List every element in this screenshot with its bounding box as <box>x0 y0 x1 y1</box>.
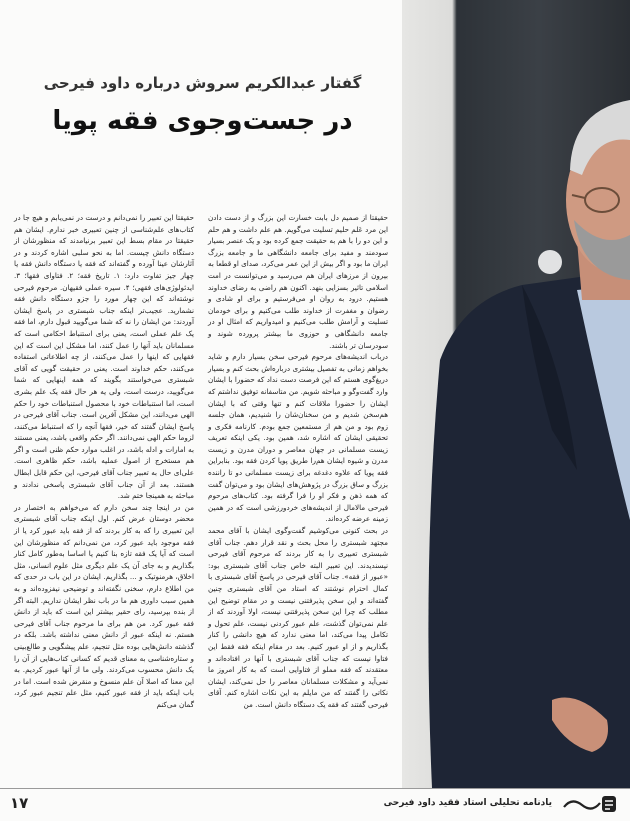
publication-logo-icon <box>562 793 618 815</box>
paragraph: در بحث کنونی می‌کوشیم گفت‌وگوی ایشان با آقای محمد مجتهد شبستری را محل بحث و نقد قرار دهم. جناب آقای شبستری تعبیری را به کار بردند که مرحوم آقای فیرحی نپسندیدند. این تعبیر البته خاص جناب آقای شبستری بود: «عبور از فقه». جناب آقای فیرحی در پاسخ آقای شبستری با کمال احترام نوشتند که استاد من آقای شبستری چنین گفته‌اند و این سخن پذیرفتنی نیست و در مقام توضیح این مطلب که چرا این سخن پذیرفتنی نیست، اولا آوردند که از علم نمی‌توان گذشت، علم عبور کردنی نیست، علم تحول و تکامل پیدا می‌کند، اما معنی ندارد که هیچ دانشی را کنار بگذاریم و از او عبور کنیم. بعد در مقام اینکه فقه فقط این فتاوا نیست که جناب آقای شبستری با آنها در افتاده‌اند و معتقدند که فقه مملو از فتاوایی است که به کار امروز ما نمی‌آید و مشکلات مسلمانان معاصر را حل نمی‌کند، ایشان نکاتی را گفتند که من مایلم به این نکات اشاره کنم. آقای فیرحی گفتند که فقه یک دستگاه دانش است. من <box>208 526 388 709</box>
paragraph: حقیقتا این تعبیر را نمی‌دانم و درست در نمی‌یابم و هیچ جا در کتاب‌های علم‌شناسی از چنین تعبیری خبر ندارم. ایشان هم حقیقتا در مقام بسط این تعبیر برنیامدند که منظورشان از دستگاه دانش چیست. اما به نحو سلبی اشاره کردند و در آثارشان عینا آورده و گفته‌اند که فقه یا دستگاه دانش فقه یا چهار جیز تفاوت دارد: ۱. تاریخ فقه؛ ۲. فتاوای فقها؛ ۳. ایدئولوژی‌های فقهی؛ ۴. سیره عملی فقیهان. مرحوم فیرحی نوشته‌اند که این چهار مورد را جزو دستگاه دانش فقه نشمارید. عجیب‌تر اینکه جناب شبستری در پاسخ ایشان آوردند: من ایشان را نه که شما می‌گویید قبول دارم، اما فقه یک علم عملی است، یعنی برای استنباط احکامی است که مسلمانان باید آنها را عمل کنند، اما مشکل این است که این فقهایی که اینها را عمل می‌کنند، از چه اطلاعاتی استفاده می‌کنند، حکم خداوند است. یعنی در حقیقت گویی که آقای شبستری می‌خواستند بگویند که همه اینهایی که شما می‌گویید، درست است، ولی یه هر حال فقه یک علم بشری است، اما استنباطات خود با محصول استنباطات خود را حکم الهی می‌دانند، این مشکل آفرین است. جناب آقای فیرحی در پاسخ ایشان گفتند که خیر، فقها آنچه را که استنباط می‌کنند، لزوما حکم الهی نمی‌دانند. اگر حکم واقعی باشد، یعنی مستند به امارات و ادله باشد، در اغلب موارد حکم ظنی است و اگر هم مستخرج از اصول عملیه باشد، حکم ظاهری است. علی‌ای حال به تعبیر جناب آقای فیرحی، این حکم قابل ابطال هستند. بعد از آن جناب آقای شبستری پاسخی ندادند و مباحثه به همینجا ختم شد. <box>14 213 194 501</box>
paragraph: من در اینجا چند سخن دارم که می‌خواهم به اختصار در محضر دوستان عرض کنم. اول اینکه جناب آقای شبستری این تعبیری را که به کار بردند که از فقه باید عبور کرد یا از فقه موجود باید عبور کرد، من نمی‌دانم که منظورشان این است که آیا یک فقه تازه بنا کنیم یا اساسا به‌طور کامل کنار بگذاریم و به جای آن یک علم دیگری مثل علوم انسانی، مثل اخلاق، هرمنوتیک و ... بگذاریم. ایشان در این باب در حدی که من اطلاع دارم، سخنی نگفته‌اند و توضیحی نیفزوده‌اند و به همین سبب داوری هم ما در باب نظر ایشان نداریم. البته اگر از بنده بپرسید، رای حقیر بیشتر این است که باید از دانش فقه عبور کرد. من هم برای ما مرحوم جناب آقای فیرحی هستم. نه اینکه عبور از دانش معنی نداشته باشد. بلکه در گذشته دانش‌هایی بوده مثل تنجیم، علم پیشگویی و طالع‌بینی و ستاره‌شناسی به معنای قدیم که کسانی کتاب‌هایی از آن را یک دانش محسوب می‌کردند. ولی ما از آنها عبور کردیم. به این معنا که اصلا آن علم منسوخ و منقرض شده است. اما در باب اینکه باید از فقه عبور کنیم، مثل علم تنجیم عبور کرد، گمان می‌کنم <box>14 502 194 709</box>
article-subtitle: گفتار عبدالکریم سروش درباره داود فیرحی <box>43 74 362 92</box>
portrait-figure <box>402 0 630 788</box>
page-number: ۱۷ <box>10 794 29 812</box>
text-column-right <box>208 212 388 711</box>
portrait-photo <box>402 0 630 788</box>
article-titles <box>10 70 395 136</box>
footer-caption: یادنامه تحلیلی استاد فقید داود فیرحی <box>383 798 552 808</box>
paragraph: حقیقتا از صمیم دل بابت خسارت این بزرگ و از دست دادن این مرد عَلم حلیم تسلیت می‌گویم. هم علم داشت و هم حلم و این دو را با هم به حقیقت جمع کرده بود و یک عنصر بسیار سودمند و مفید برای جامعه دانشگاهی ما و جامعه بزرگ ایران ما بود و اگر بیش از این عمر می‌کرد، صدای او قطعا به بیرون از مرزهای ایران هم می‌رسید و می‌توانست در امت اسلامی تاثیر بسزایی بنهد. اکنون هم راضی به رضای خداوند هستیم. درود به روان او می‌فرستیم و برای او شادی و رضوان و مغفرت از خداوند طلب می‌کنیم و برای خودمان تسلیت و آرامش طلب می‌کنیم و امیدواریم که امثال او در جامعه دانشگاهی و حوزوی ما بیشتر پرورده شوند و سودرسان تر باشند. <box>208 213 388 350</box>
text-column-left <box>14 212 194 711</box>
article-headline: در جست‌وجوی فقه پویا <box>52 106 353 136</box>
paragraph: درباب اندیشه‌های مرحوم فیرحی سخن بسیار دارم و شاید بخواهم زمانی به تفصیل بیشتری درباره‌اش بحث کنم و بسیار دریغ‌گوی هستم که این فرصت دست نداد که حضورا با ایشان وارد گفت‌وگو و مباحثه شویم. من متاسفانه توفیق نداشتم که ایشان را حضورا ملاقات کنم و تنها وقتی که با ایشان هم‌سخن شدیم و من سخنان‌شان را شنیدیم، همان جلسه زوم بود و من هم از مستمعین جمع بودم. کارنامه فکری و تحقیقی ایشان که اشاره شد، همین بود. یکی اینکه تعریف زیست مسلمانی در جهان معاصر و دوران مدرن و زیست مدرن و شیوه ایشان هم‌را طریق پویا کردن فقه بود. بنابراین فقه پویا که علاوه دغدغه برای زیست مسلمانی دو تا راننده بزرگ و ساق بزرگ در پژوهش‌های ایشان بود و می‌توان گفت که همه ذهن و فکر او را فرا گرفته بود. کتاب‌های مرحوم فیرحی مالامال از اندیشه‌های خردورزشی است که در همین زمینه عرضه کرده‌اند. <box>208 352 388 524</box>
